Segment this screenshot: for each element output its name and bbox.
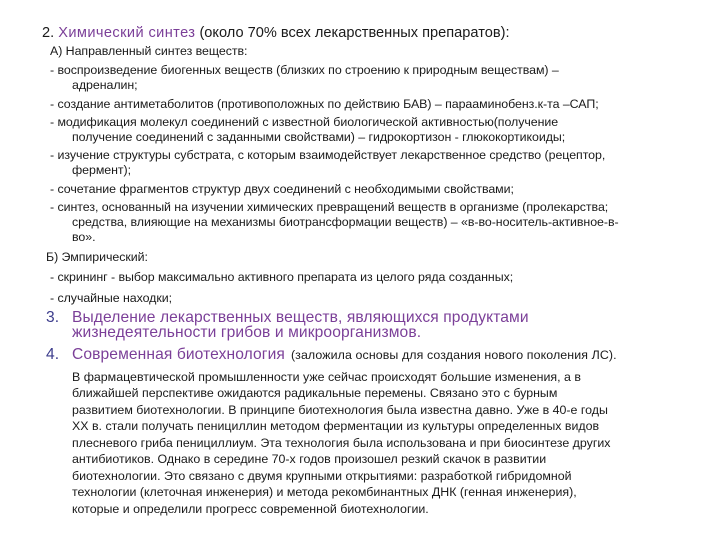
list-item: - синтез, основанный на изучении химических превращений веществ в организме (пролекарства; xyxy=(50,200,609,214)
section-2-title: Химический синтез xyxy=(58,25,196,41)
list-item: - сочетание фрагментов структур двух соединений с необходимыми свойствами; xyxy=(50,182,514,196)
section-4-heading xyxy=(46,346,617,364)
subsection-a-heading: А) Направленный синтез веществ: xyxy=(50,44,248,58)
list-item: - воспроизведение биогенных веществ (близких по строению к природным веществам) – xyxy=(50,63,559,77)
list-item: - изучение структуры субстрата, с которым взаимодействует лекарственное средство (рецептор, xyxy=(50,148,606,162)
paragraph-line: развитием биотехнологии. В принципе биотехнология была известна давно. Уже в 40-е годы xyxy=(72,403,608,417)
section-3-number: 3. xyxy=(46,309,60,326)
list-item: - модификация молекул соединений с известной биологической активностью(получение xyxy=(50,115,559,129)
list-item-continuation: средства, влияющие на механизмы биотрансформации веществ) – «в-во-носитель-активное-в- xyxy=(72,215,619,229)
section-2-number: 2. xyxy=(42,25,59,41)
section-4-title: Современная биотехнология xyxy=(72,346,285,363)
section-2-subtitle: (около 70% всех лекарственных препаратов): xyxy=(195,25,510,41)
list-item-continuation: адреналин; xyxy=(72,78,138,92)
list-item-continuation: получение соединений с заданными свойствами) – гидрокортизон - глюкокортикоиды; xyxy=(72,130,566,144)
list-item: - скрининг - выбор максимально активного препарата из целого ряда созданных; xyxy=(50,270,514,284)
list-item: - случайные находки; xyxy=(50,291,172,305)
paragraph-line: антибиотиков. Однако в середине 70-х годов произошел резкий скачок в развитии xyxy=(72,452,547,466)
paragraph-line: ближайшей перспективе ожидаются радикальные перемены. Связано это с бурным xyxy=(72,386,558,400)
paragraph-line: которые и определили прогресс современной биотехнологии. xyxy=(72,502,429,516)
subsection-b-heading: Б) Эмпирический: xyxy=(46,250,148,264)
section-3-title-line1: Выделение лекарственных веществ, являющихся продуктами xyxy=(72,309,529,326)
paragraph-line: технологии (клеточная инженерия) и метода рекомбинантных ДНК (генная инженерия), xyxy=(72,485,577,499)
paragraph-line: XX в. стали получать пенициллин методом ферментации из культуры определенных видов xyxy=(72,419,600,433)
list-item: - создание антиметаболитов (противоположных по действию БАВ) – параaминобенз.к-та –САП; xyxy=(50,97,599,111)
section-4-note: (заложила основы для создания нового поколения ЛС). xyxy=(290,348,617,362)
section-4-number: 4. xyxy=(46,346,60,363)
list-item-continuation: во». xyxy=(72,230,96,244)
paragraph-line: плесневого гриба пенициллиум. Эта технология была использована и при биосинтезе других xyxy=(72,436,611,450)
section-2-heading xyxy=(42,24,510,42)
section-3-title-line2: жизнедеятельности грибов и микроорганизмов. xyxy=(72,324,422,341)
list-item-continuation: фермент); xyxy=(72,163,132,177)
paragraph-line: биотехнологии. Это связано с двумя крупными открытиями: разработкой гибридомной xyxy=(72,469,572,483)
paragraph-line: В фармацевтической промышленности уже сейчас происходят большие изменения, а в xyxy=(72,370,581,384)
